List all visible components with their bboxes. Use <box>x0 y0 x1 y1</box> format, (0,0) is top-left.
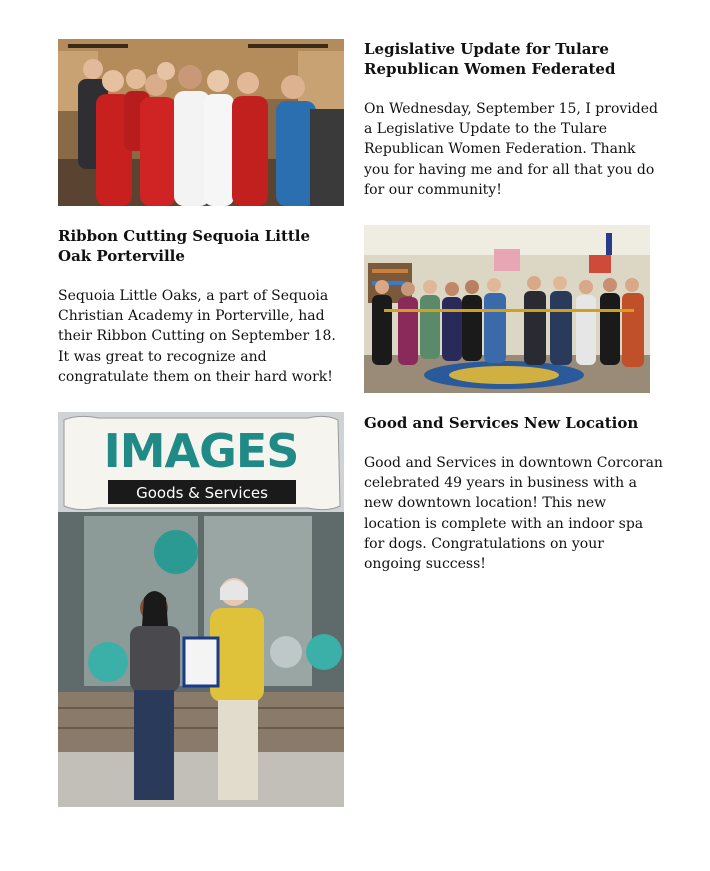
section-heading: Legislative Update for Tulare Republican Women Federated <box>364 40 616 78</box>
sign-subtitle: Goods & Services <box>136 484 268 502</box>
section-heading: Good and Services New Location <box>364 414 639 432</box>
section-heading: Ribbon Cutting Sequoia Little Oak Porterville <box>58 227 311 265</box>
section-legislative-update <box>364 39 664 200</box>
section-body: On Wednesday, September 15, I provided a Legislative Update to the Tulare Republican Women Federation. Thank you for having me and for all that you do for our community! <box>364 101 658 198</box>
section-goods-services <box>364 413 664 574</box>
photo-ribbon-cutting <box>364 225 650 393</box>
section-body: Sequoia Little Oaks, a part of Sequoia Christian Academy in Porterville, had their Ribbon Cutting on September 18. It was great to recognize and congratulate them on their hard work! <box>58 288 336 385</box>
section-ribbon-cutting <box>58 226 348 387</box>
section-body: Good and Services in downtown Corcoran celebrated 49 years in business with a new downtown location! This new location is complete with an indoor spa for dogs. Congratulations on your ongoing success! <box>364 455 663 573</box>
sign-title: IMAGES <box>103 424 299 478</box>
photo-goods-services-storefront <box>58 412 344 807</box>
photo-republican-women-group <box>58 39 344 206</box>
